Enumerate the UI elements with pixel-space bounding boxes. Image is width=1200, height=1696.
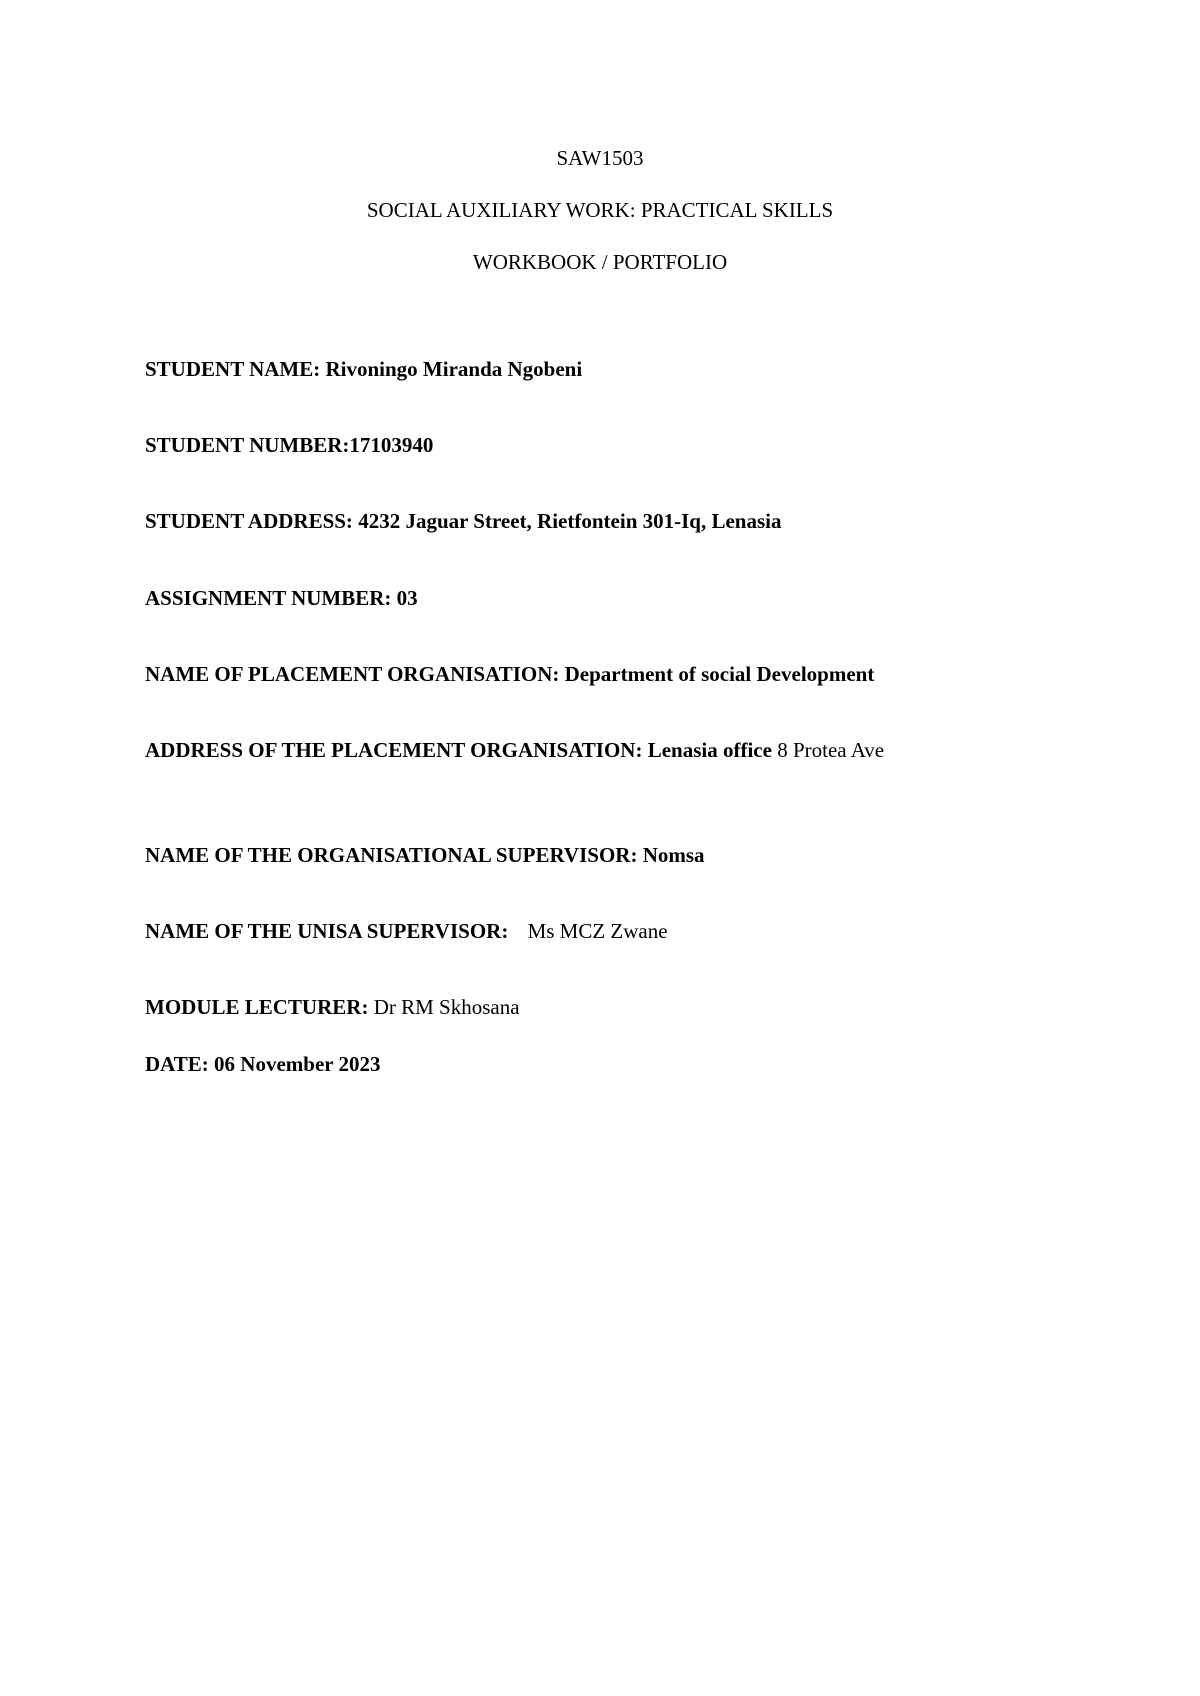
student-address-label: STUDENT ADDRESS:	[145, 509, 353, 533]
placement-org-address-value-bold: Lenasia office	[647, 738, 772, 762]
student-address-value: 4232 Jaguar Street, Rietfontein 301-Iq, Lenasia	[358, 509, 782, 533]
org-supervisor-field	[145, 843, 705, 868]
unisa-supervisor-label: NAME OF THE UNISA SUPERVISOR:	[145, 919, 509, 943]
document-type: WORKBOOK / PORTFOLIO	[472, 250, 728, 274]
placement-org-name-label: NAME OF PLACEMENT ORGANISATION:	[145, 662, 560, 686]
course-title: SOCIAL AUXILIARY WORK: PRACTICAL SKILLS	[366, 198, 834, 222]
placement-org-address-field	[145, 738, 884, 763]
course-code: SAW1503	[556, 146, 644, 170]
assignment-number-field	[145, 586, 418, 611]
date-value: 06 November 2023	[214, 1052, 381, 1076]
placement-org-name-field	[145, 662, 874, 687]
placement-org-name-value: Department of social Development	[564, 662, 875, 686]
placement-org-address-value-plain: 8 Protea Ave	[777, 738, 885, 762]
student-number-label: STUDENT NUMBER:	[145, 433, 350, 457]
module-lecturer-field	[145, 995, 520, 1020]
assignment-number-label: ASSIGNMENT NUMBER:	[145, 586, 392, 610]
assignment-number-value: 03	[396, 586, 418, 610]
date-label: DATE:	[145, 1052, 209, 1076]
org-supervisor-value: Nomsa	[642, 843, 705, 867]
unisa-supervisor-field	[145, 919, 668, 944]
student-name-field	[145, 357, 582, 382]
student-name-label: STUDENT NAME:	[145, 357, 321, 381]
org-supervisor-label: NAME OF THE ORGANISATIONAL SUPERVISOR:	[145, 843, 638, 867]
unisa-supervisor-value: Ms MCZ Zwane	[527, 919, 668, 943]
placement-org-address-label: ADDRESS OF THE PLACEMENT ORGANISATION:	[145, 738, 643, 762]
module-lecturer-label: MODULE LECTURER:	[145, 995, 369, 1019]
module-lecturer-value: Dr RM Skhosana	[373, 995, 520, 1019]
student-name-value: Rivoningo Miranda Ngobeni	[325, 357, 583, 381]
student-number-field	[145, 433, 433, 458]
date-field	[145, 1052, 380, 1077]
student-address-field	[145, 509, 781, 534]
student-number-value: 17103940	[349, 433, 434, 457]
